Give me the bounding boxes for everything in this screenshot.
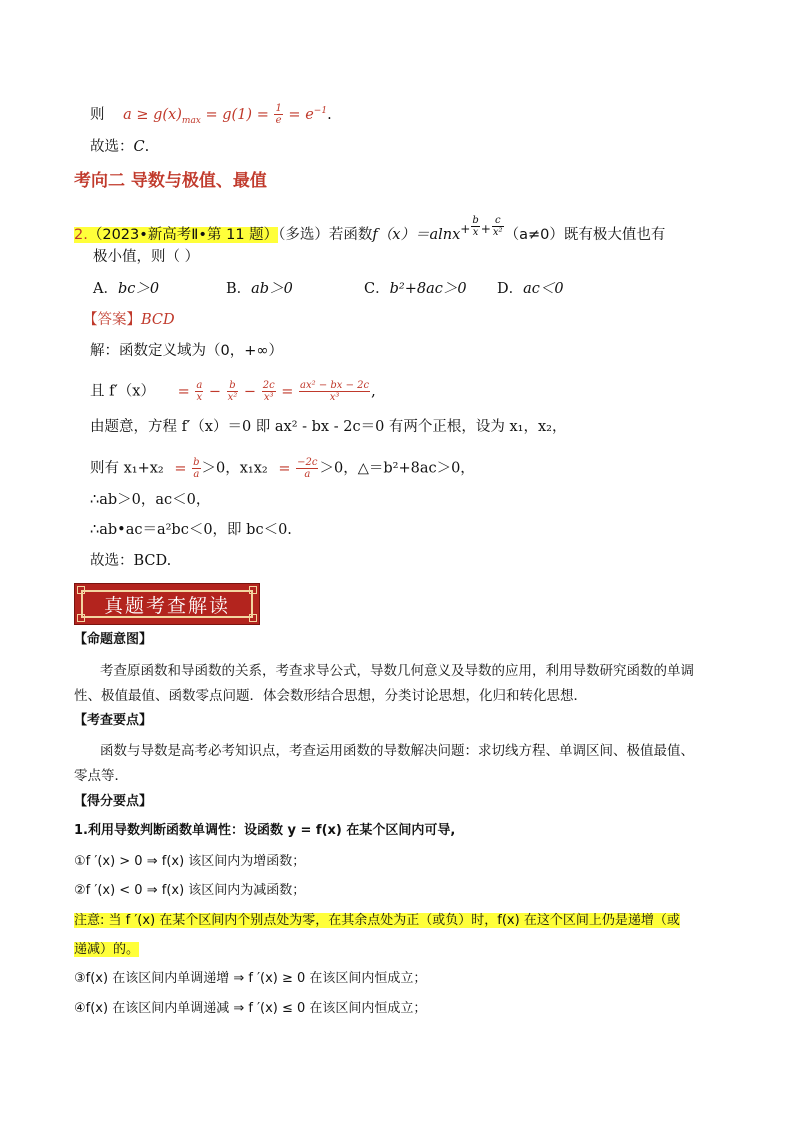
plus-sign: +	[460, 222, 471, 237]
math-part: a ≥ g(x)	[123, 106, 182, 123]
fraction-expr	[273, 457, 320, 480]
answer-line	[83, 310, 175, 330]
math-part: =	[169, 460, 192, 477]
solution-line-2	[90, 380, 376, 403]
answer-label: 【答案】	[83, 312, 141, 328]
derivative-label: 且 f′（x）	[90, 383, 155, 400]
highlighted-note: 注意: 当 f ′(x) 在某个区间内个别点处为零，在其余点处为正（或负）时，f(x) 在这个区间上仍是递增（或	[74, 913, 680, 928]
period: .	[144, 139, 150, 155]
option-text: b²+8ac＞0	[389, 281, 467, 297]
period: .	[327, 106, 332, 123]
points-paragraph-1: 函数与导数是高考必考知识点，考查运用函数的导数解决问题：求切线方程、单调区间、极值最值、	[100, 743, 694, 759]
math-inequality	[123, 103, 328, 127]
sum-roots: 则有 x₁+x₂	[90, 460, 164, 477]
fraction	[192, 457, 200, 480]
math-part: −	[239, 383, 261, 400]
section-heading: 考向二 导数与极值、最值	[74, 171, 267, 191]
frac-den: e	[275, 115, 282, 127]
frac-den: x	[196, 392, 203, 403]
math-part: =	[276, 383, 299, 400]
choice-line	[90, 137, 149, 157]
scoring-line-2: ①f ′(x) > 0 ⇒ f(x) 该区间内为增函数；	[74, 854, 306, 869]
fraction	[296, 457, 318, 480]
comma: ,	[371, 383, 376, 400]
option-text: bc＞0	[117, 281, 160, 297]
scoring-line-1: 1.利用导数判断函数单调性：设函数 y = f(x) 在某个区间内可导,	[74, 823, 456, 838]
scoring-line-3: ②f ′(x) < 0 ⇒ f(x) 该区间内为减函数；	[74, 883, 306, 898]
choice-answer: C	[133, 139, 145, 155]
math-part: = e	[283, 106, 314, 123]
solution-line-7: 故选：BCD.	[90, 553, 172, 569]
fraction	[227, 380, 239, 403]
solution-line-6: ∴ab•ac＝a²bc＜0，即 bc＜0.	[90, 522, 292, 538]
answer-value: BCD	[141, 312, 175, 328]
frac-num: a	[196, 380, 203, 391]
frac-den: x³	[329, 392, 340, 403]
question-stem	[74, 215, 665, 245]
solution-line-1: 解：函数定义域为（0，+∞）	[90, 343, 283, 359]
highlighted-note: 递减）的。	[74, 942, 140, 957]
scoring-note-2	[74, 940, 139, 960]
question-source: （2023•新高考Ⅱ•第 11 题）	[87, 227, 279, 243]
function-f: f（x）	[372, 227, 415, 243]
fraction	[195, 380, 203, 403]
banner-title: 真题考查解读	[81, 590, 253, 618]
option-label: A．	[93, 281, 118, 297]
math-part: =	[273, 460, 296, 477]
option-c[interactable]	[364, 279, 467, 299]
fraction	[471, 215, 479, 238]
solution-line-4	[90, 457, 475, 480]
frac-den: a	[304, 469, 311, 480]
frac-den: x³	[263, 392, 274, 403]
frac-num: b	[472, 215, 479, 226]
intent-paragraph-1: 考查原函数和导函数的关系，考查求导公式，导数几何意义及导数的应用，利用导数研究函数的单调	[100, 663, 694, 679]
frac-num: ax² − bx − 2c	[300, 380, 370, 391]
option-label: D．	[497, 281, 524, 297]
frac-num: b	[193, 457, 200, 468]
points-paragraph-2: 零点等．	[74, 768, 128, 784]
option-b[interactable]	[226, 279, 293, 299]
fraction	[262, 380, 276, 403]
question-condition: （a≠0）既有极大值也有	[504, 227, 666, 243]
intent-paragraph-2: 性、极值最值、函数零点问题．体会数形结合思想，分类讨论思想，化归和转化思想．	[74, 688, 587, 704]
fraction	[274, 103, 282, 126]
section-label-scoring: 【得分要点】	[74, 794, 153, 809]
frac-den: x	[472, 227, 479, 238]
option-a[interactable]	[93, 279, 159, 299]
frac-num: −2c	[297, 457, 318, 468]
function-eq: ＝alnx	[414, 227, 461, 243]
frac-num: 1	[275, 103, 282, 115]
option-d[interactable]	[497, 279, 564, 299]
discriminant: ＞0，△＝b²+8ac＞0，	[319, 460, 475, 477]
option-label: B．	[226, 281, 252, 297]
choice-label: 故选：	[90, 139, 134, 155]
option-text: ac＜0	[523, 281, 564, 297]
math-part: −	[204, 383, 226, 400]
frac-num: 2c	[262, 380, 275, 391]
option-text: ab＞0	[251, 281, 293, 297]
scoring-note-1	[74, 911, 680, 931]
question-text: （多选）若函数	[278, 227, 373, 243]
option-label: C．	[364, 281, 390, 297]
frac-den: x²	[492, 227, 503, 238]
plus-sign: +	[480, 222, 491, 237]
math-part: = g(1) =	[200, 106, 274, 123]
fraction	[299, 380, 370, 403]
question-number: 2.	[74, 227, 88, 243]
frac-num: b	[227, 380, 239, 392]
derivative-expr	[177, 380, 372, 403]
section-label-intent: 【命题意图】	[74, 632, 153, 647]
solution-line-3: 由题意，方程 f′（x）＝0 即 ax² - bx - 2c＝0 有两个正根，设为 x₁，x₂，	[90, 419, 567, 435]
section-banner	[74, 583, 260, 625]
scoring-line-5: ④f(x) 在该区间内单调递减 ⇒ f ′(x) ≤ 0 在该区间内恒成立；	[74, 1001, 427, 1016]
math-sub: max	[181, 115, 201, 126]
math-part: =	[177, 383, 195, 400]
fraction-expr	[169, 457, 202, 480]
frac-den: x²	[227, 392, 238, 403]
question-stem-cont: 极小值，则（ ）	[93, 249, 200, 265]
conclusion-line	[90, 101, 332, 131]
section-label-points: 【考查要点】	[74, 713, 153, 728]
frac-num: c	[492, 215, 504, 227]
product-roots: ＞0，x₁x₂	[201, 460, 268, 477]
frac-den: a	[193, 469, 200, 480]
scoring-line-4: ③f(x) 在该区间内单调递增 ⇒ f ′(x) ≥ 0 在该区间内恒成立；	[74, 971, 427, 986]
math-sup: −1	[313, 106, 328, 116]
solution-line-5: ∴ab＞0，ac＜0，	[90, 492, 211, 508]
fraction	[492, 215, 504, 238]
ze-text: 则	[90, 106, 105, 123]
